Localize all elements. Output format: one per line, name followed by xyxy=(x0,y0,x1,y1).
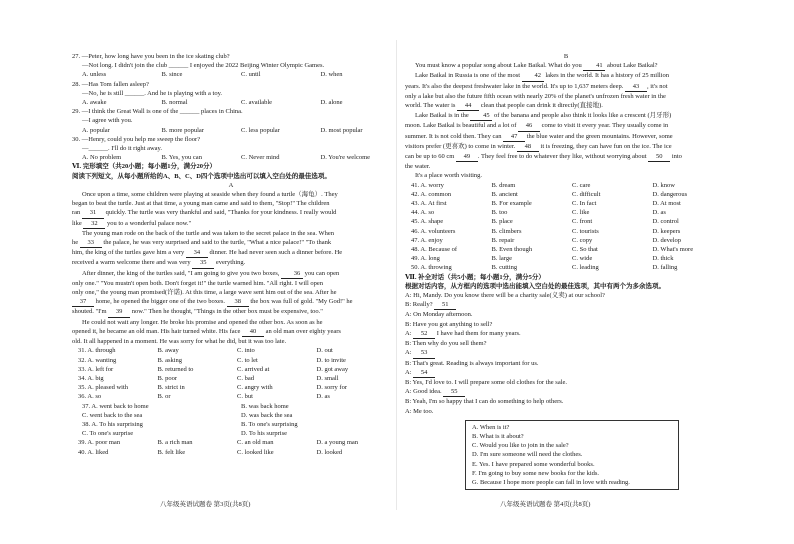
choice-item: D. I'm sure someone will need the clothes. xyxy=(472,451,583,459)
option: A. popular xyxy=(82,126,110,134)
option: 37. A. went back to home xyxy=(82,402,149,410)
options-42 xyxy=(405,190,727,199)
option: B. returned to xyxy=(157,365,194,373)
blank-36: 36 xyxy=(281,269,303,279)
option: C. into xyxy=(237,347,255,355)
passage-line xyxy=(405,121,727,131)
blank-53: 53 xyxy=(413,348,435,358)
passage-line xyxy=(405,61,727,71)
passage-line: only one," the young man promised(许诺). At this time, a large wave sent him out of the sea. After he xyxy=(72,289,337,297)
text: moon. Lake Baikal is beautiful and a lot of xyxy=(405,122,517,130)
choices-box xyxy=(465,420,679,490)
options-37-row2 xyxy=(72,411,390,420)
dialog-line xyxy=(405,348,727,358)
passage-line: old. It all happened in a moment. He was sorry for what he did, but it was too late. xyxy=(72,338,287,346)
option: C. to let xyxy=(237,356,258,364)
section-7-instructions: 根据对话内容，从方框内的选项中选出能填入空白处的最佳选项，其中有两个为多余选项。 xyxy=(405,282,665,290)
text: him, the king of the turtles gave him a very xyxy=(72,249,185,257)
dialog-line: B: Yeah, I'm so happy that I can do something to help others. xyxy=(405,398,564,406)
question-29: 29. —I think the Great Wall is one of the ______ places in China. xyxy=(72,108,243,116)
option: C. So that xyxy=(572,246,598,254)
option: C. available xyxy=(241,99,273,107)
choice-item: G. Because I hope more people can fall in love with reading. xyxy=(472,478,630,486)
option: B. To one's surprising xyxy=(241,420,298,428)
option: 44. A. so xyxy=(411,209,435,217)
option: C. copy xyxy=(572,236,593,244)
text: you to a wonderful palace now." xyxy=(107,219,192,227)
option: D. thick xyxy=(652,255,674,263)
blank-45: 45 xyxy=(470,111,492,121)
page-footer-right: 八年级英语试题卷 第4页(共8页) xyxy=(500,501,591,508)
blank-31: 31 xyxy=(82,208,104,218)
blank-43: 43 xyxy=(625,82,647,92)
option: 33. A. left for xyxy=(78,365,114,373)
option: 39. A. poor man xyxy=(78,439,121,447)
question-30-dialog: —______. I'll do it right away. xyxy=(82,145,163,153)
text: A: xyxy=(405,368,412,376)
option: B. repair xyxy=(491,236,515,244)
text: You must know a popular song about Lake Baikal. What do you xyxy=(415,62,582,70)
question-27-options xyxy=(72,70,390,79)
options-39 xyxy=(72,438,390,447)
options-33 xyxy=(72,365,390,374)
text: the blue water and the green mountains. However, some xyxy=(526,132,673,140)
text: , it's not xyxy=(647,82,668,90)
option: 42. A. common xyxy=(411,190,452,198)
option: D. as xyxy=(316,393,330,401)
options-35 xyxy=(72,383,390,392)
section-6-instructions: 阅读下列短文，从每小题所给的A、B、C、D四个选项中选出可以填入空白处的最佳选项。 xyxy=(72,172,331,180)
passage-line: Once upon a time, some children were playing at seaside when they found a turtle（海龟）. They xyxy=(82,191,338,199)
option: D. was back the sea xyxy=(241,411,293,419)
option: B. place xyxy=(491,218,513,226)
option: B. Even though xyxy=(491,246,533,254)
option: C. leading xyxy=(572,264,599,272)
text: you can open xyxy=(304,269,340,277)
option: D. sorry for xyxy=(316,384,348,392)
passage-line xyxy=(72,238,390,248)
right-page xyxy=(397,0,794,544)
option: B. poor xyxy=(157,374,177,382)
passage-line xyxy=(72,208,390,218)
option: C. wide xyxy=(572,255,593,263)
option: C. less popular xyxy=(241,126,280,134)
option: 48. A. Because of xyxy=(411,246,458,254)
option: B. large xyxy=(491,255,512,263)
options-36 xyxy=(72,392,390,401)
option: C. until xyxy=(241,71,261,79)
text: the box was full of gold. "My God!" he xyxy=(250,298,353,306)
options-40 xyxy=(72,448,390,457)
option: 47. A. enjoy xyxy=(411,236,443,244)
passage-line xyxy=(405,71,727,81)
text: into xyxy=(671,153,682,161)
option: B. was back home xyxy=(241,402,289,410)
option: D. when xyxy=(320,71,343,79)
option: A. unless xyxy=(82,71,107,79)
text: years. It's also the deepest freshwater lake in the world. It's up to 1,637 meters deep. xyxy=(405,82,624,90)
text: A: Good idea. xyxy=(405,388,442,396)
dialog-line xyxy=(405,329,727,339)
option: D. to invite xyxy=(316,356,346,364)
dialog-line xyxy=(405,300,727,310)
blank-55: 55 xyxy=(443,387,465,397)
blank-33: 33 xyxy=(80,238,102,248)
option: C. arrived at xyxy=(237,365,270,373)
options-37-row1 xyxy=(72,402,390,411)
option: 41. A. worry xyxy=(411,181,444,189)
question-28: 28. —Has Tom fallen asleep? xyxy=(72,80,149,88)
choice-item: A. When is it? xyxy=(472,423,510,431)
text: of the banana and people also think it looks like a crescent (月牙形) xyxy=(494,112,672,120)
blank-42: 42 xyxy=(522,71,544,81)
option: 31. A. through xyxy=(78,347,116,355)
option: B. asking xyxy=(157,356,183,364)
option: D. develop xyxy=(652,236,682,244)
question-30: 30. —Henry, could you help me sweep the floor? xyxy=(72,135,201,143)
passage-line xyxy=(72,258,390,268)
text: now." Then he thought, "Things in the other box must be expensive, too." xyxy=(131,308,323,316)
option: B. more popular xyxy=(161,126,204,134)
option: 43. A. At first xyxy=(411,200,447,208)
options-46 xyxy=(405,227,727,236)
option: C. To one's surprise xyxy=(82,430,134,438)
blank-35: 35 xyxy=(192,258,214,268)
options-45 xyxy=(405,217,727,226)
options-49 xyxy=(405,254,727,263)
question-27-dialog: —Not long. I didn't join the club ______ I enjoyed the 2022 Beijing Winter Olympic Games. xyxy=(82,62,325,70)
option: D. keepers xyxy=(652,227,681,235)
text: world. The water is xyxy=(405,102,456,110)
options-41 xyxy=(405,181,727,190)
text: quickly. The turtle was very thankful and said, "Thanks for your kindness. I really would xyxy=(105,209,337,217)
blank-54: 54 xyxy=(413,368,435,378)
option: D. a young man xyxy=(316,439,359,447)
option: 40. A. liked xyxy=(78,448,109,456)
question-29-dialog: —I agree with you. xyxy=(82,117,133,125)
option: 34. A. big xyxy=(78,374,104,382)
option: C. went back to the sea xyxy=(82,411,143,419)
text: shouted. "I'm xyxy=(72,308,107,316)
passage-line xyxy=(72,307,390,317)
option: D. dangerous xyxy=(652,190,688,198)
dialog-line: B: Yes, I'd love to. I will prepare some old clothes for the sale. xyxy=(405,378,568,386)
option: D. falling xyxy=(652,264,678,272)
blank-38: 38 xyxy=(227,297,249,307)
passage-a-label: A xyxy=(228,181,234,189)
option: B. dream xyxy=(491,181,516,189)
text: the palace, he was very surprised and said to the turtle, "What a nice palace!" "To thank xyxy=(103,239,332,247)
option: D. At most xyxy=(652,200,681,208)
option: 45. A. shape xyxy=(411,218,444,226)
text: visitors prefer (更喜欢) to come in winter. xyxy=(405,142,516,150)
option: A. No problem xyxy=(82,154,122,162)
question-28-options xyxy=(72,98,390,107)
text: opened it, he became an old man. His hair turned white. His face xyxy=(72,327,241,335)
text: dinner. He had never seen such a dinner before. He xyxy=(209,249,343,257)
left-column xyxy=(72,52,390,457)
passage-line: It's a place worth visiting. xyxy=(415,172,483,180)
options-48 xyxy=(405,245,727,254)
option: B. cutting xyxy=(491,264,518,272)
dialog-line: B: Have you got anything to sell? xyxy=(405,320,493,328)
text: he xyxy=(72,239,79,247)
section-7-heading: Ⅶ. 补全对话（共5小题；每小题1分，满分5分） xyxy=(405,273,545,281)
option: C. angry with xyxy=(237,384,273,392)
text: Lake Baikal in Russia is one of the most xyxy=(415,72,521,80)
dialog-line: A: On Monday afternoon. xyxy=(405,311,473,319)
options-32 xyxy=(72,356,390,365)
blank-41: 41 xyxy=(583,61,605,71)
option: C. looked like xyxy=(237,448,274,456)
option: B. ancient xyxy=(491,190,518,198)
options-43 xyxy=(405,199,727,208)
option: C. In fact xyxy=(572,200,597,208)
text: Lake Baikal is in the xyxy=(415,112,469,120)
choice-item: F. I'm going to buy some new books for the kids. xyxy=(472,469,600,477)
passage-line xyxy=(405,142,727,152)
option: C. bad xyxy=(237,374,254,382)
blank-46: 46 xyxy=(518,121,540,131)
passage-line: the water. xyxy=(405,163,431,171)
blank-51: 51 xyxy=(434,300,456,310)
blank-32: 32 xyxy=(83,219,105,229)
text: clean that people can drink it directly(直接地). xyxy=(480,102,603,110)
option: C. an old man xyxy=(237,439,274,447)
option: 38. A. To his surprising xyxy=(82,420,143,428)
passage-line xyxy=(405,132,727,142)
options-50 xyxy=(405,263,727,272)
passage-line xyxy=(405,82,727,92)
dialog-line: A: Me too. xyxy=(405,407,434,415)
text: an old man over eighty years xyxy=(265,327,341,335)
dialog-line xyxy=(405,387,727,397)
passage-line: only a lake but also the future fifth ocean with nearly 20% of the planet's unfrozen fresh water in the xyxy=(405,92,666,100)
blank-48: 48 xyxy=(517,142,539,152)
text: A: xyxy=(405,329,412,337)
option: 32. A. wanting xyxy=(78,356,117,364)
options-44 xyxy=(405,208,727,217)
dialog-line xyxy=(405,368,727,378)
option: D. small xyxy=(316,374,339,382)
option: 35. A. pleased with xyxy=(78,384,129,392)
option: B. normal xyxy=(161,99,188,107)
passage-line xyxy=(405,101,727,111)
option: B. or xyxy=(157,393,171,401)
text: home, he opened the bigger one of the two boxes. xyxy=(95,298,226,306)
options-31 xyxy=(72,346,390,355)
option: B. climbers xyxy=(491,227,522,235)
text: it is freezing, they can have fun on the ice. The ice xyxy=(540,142,672,150)
question-30-options xyxy=(72,153,390,162)
passage-line xyxy=(72,297,390,307)
text: everything. xyxy=(215,259,246,267)
option: D. looked xyxy=(316,448,343,456)
blank-49: 49 xyxy=(456,152,478,162)
passage-line xyxy=(405,111,727,121)
text: I have had them for many years. xyxy=(436,329,521,337)
question-29-options xyxy=(72,126,390,135)
text: received a warm welcome there and was very xyxy=(72,259,191,267)
passage-line xyxy=(72,269,390,279)
option: D. control xyxy=(652,218,679,226)
text: about Lake Baikal? xyxy=(607,62,658,70)
option: D. know xyxy=(652,181,675,189)
option: 49. A. long xyxy=(411,255,440,263)
choice-item: C. Would you like to join in the sale? xyxy=(472,442,569,450)
text: B: Really? xyxy=(405,301,433,309)
text: like xyxy=(72,219,82,227)
text: come to visit it every year. They usually come in xyxy=(541,122,669,130)
options-38-row2 xyxy=(72,429,390,438)
passage-line xyxy=(72,248,390,258)
option: C. care xyxy=(572,181,591,189)
option: B. since xyxy=(161,71,183,79)
blank-50: 50 xyxy=(648,152,670,162)
blank-37: 37 xyxy=(72,297,94,307)
blank-47: 47 xyxy=(503,132,525,142)
option: 50. A. throwing xyxy=(411,264,452,272)
passage-line xyxy=(405,152,727,162)
text: . They feel free to do whatever they like, without worrying about xyxy=(477,153,647,161)
option: C. tourists xyxy=(572,227,599,235)
blank-44: 44 xyxy=(457,101,479,111)
blank-40: 40 xyxy=(242,327,264,337)
choice-item: B. What is it about? xyxy=(472,432,524,440)
page-footer-left: 八年级英语试题卷 第3页(共8页) xyxy=(160,501,251,508)
option: D. most popular xyxy=(320,126,363,134)
passage-line: The young man rode on the back of the turtle and was taken to the secret palace in the sea. When xyxy=(82,229,335,237)
option: D. out xyxy=(316,347,333,355)
text: summer. It is not cold then. They can xyxy=(405,132,502,140)
passage-line: only one." "You mustn't open both. Don't forget it!" the turtle warned him. "All right. I will open xyxy=(72,279,324,287)
option: 36. A. so xyxy=(78,393,102,401)
option: B. away xyxy=(157,347,179,355)
dialog-line: B: That's great. Reading is always important for us. xyxy=(405,359,539,367)
options-47 xyxy=(405,236,727,245)
right-column xyxy=(405,52,727,490)
option: C. Never mind xyxy=(241,154,280,162)
choice-item: E. Yes. I have prepared some wonderful books. xyxy=(472,460,595,468)
blank-34: 34 xyxy=(186,248,208,258)
option: D. What's more xyxy=(652,246,694,254)
text: lakes in the world. It has a history of 25 million xyxy=(545,72,669,80)
option: D. as xyxy=(652,209,666,217)
option: B. too xyxy=(491,209,508,217)
question-27: 27. —Peter, how long have you been in the ice skating club? xyxy=(72,53,230,60)
dialog-line: A: Hi, Mandy. Do you know there will be a charity sale(义卖) at our school? xyxy=(405,292,605,300)
option: B. For example xyxy=(491,200,532,208)
option: D. got away xyxy=(316,365,349,373)
options-34 xyxy=(72,374,390,383)
text: After dinner, the king of the turtles said, "I am going to give you two boxes, xyxy=(82,269,280,277)
text: can be up to 60 cm xyxy=(405,153,455,161)
option: C. difficult xyxy=(572,190,601,198)
passage-b-label: B xyxy=(563,53,569,60)
option: C. like xyxy=(572,209,590,217)
option: B. strict in xyxy=(157,384,185,392)
option: B. felt like xyxy=(157,448,186,456)
option: C. but xyxy=(237,393,253,401)
option: D. You're welcome xyxy=(320,154,371,162)
option: B. Yes, you can xyxy=(161,154,202,162)
passage-line: He could not wait any longer. He broke his promise and opened the other box. As soon as he xyxy=(82,318,323,326)
options-38-row1 xyxy=(72,420,390,429)
passage-line: began to beat the turtle. Just at that time, a young man came and said to them, "Stop!" The children xyxy=(72,200,330,208)
option: 46. A. volunteers xyxy=(411,227,456,235)
option: A. awake xyxy=(82,99,107,107)
dialog-line: B: Then why do you sell them? xyxy=(405,340,487,348)
blank-39: 39 xyxy=(108,307,130,317)
option: D. To his surprise xyxy=(241,430,288,438)
text: A: xyxy=(405,349,412,357)
option: C. front xyxy=(572,218,593,226)
passage-line xyxy=(72,219,390,229)
text: ran xyxy=(72,209,81,217)
section-6-heading: Ⅵ. 完形填空（共20小题；每小题1分，满分20分） xyxy=(72,163,216,171)
blank-52: 52 xyxy=(413,329,435,339)
option: D. alone xyxy=(320,99,343,107)
passage-line xyxy=(72,327,390,337)
question-28-dialog: —No, he is still ______. And he is playing with a toy. xyxy=(82,89,223,97)
option: B. a rich man xyxy=(157,439,193,447)
